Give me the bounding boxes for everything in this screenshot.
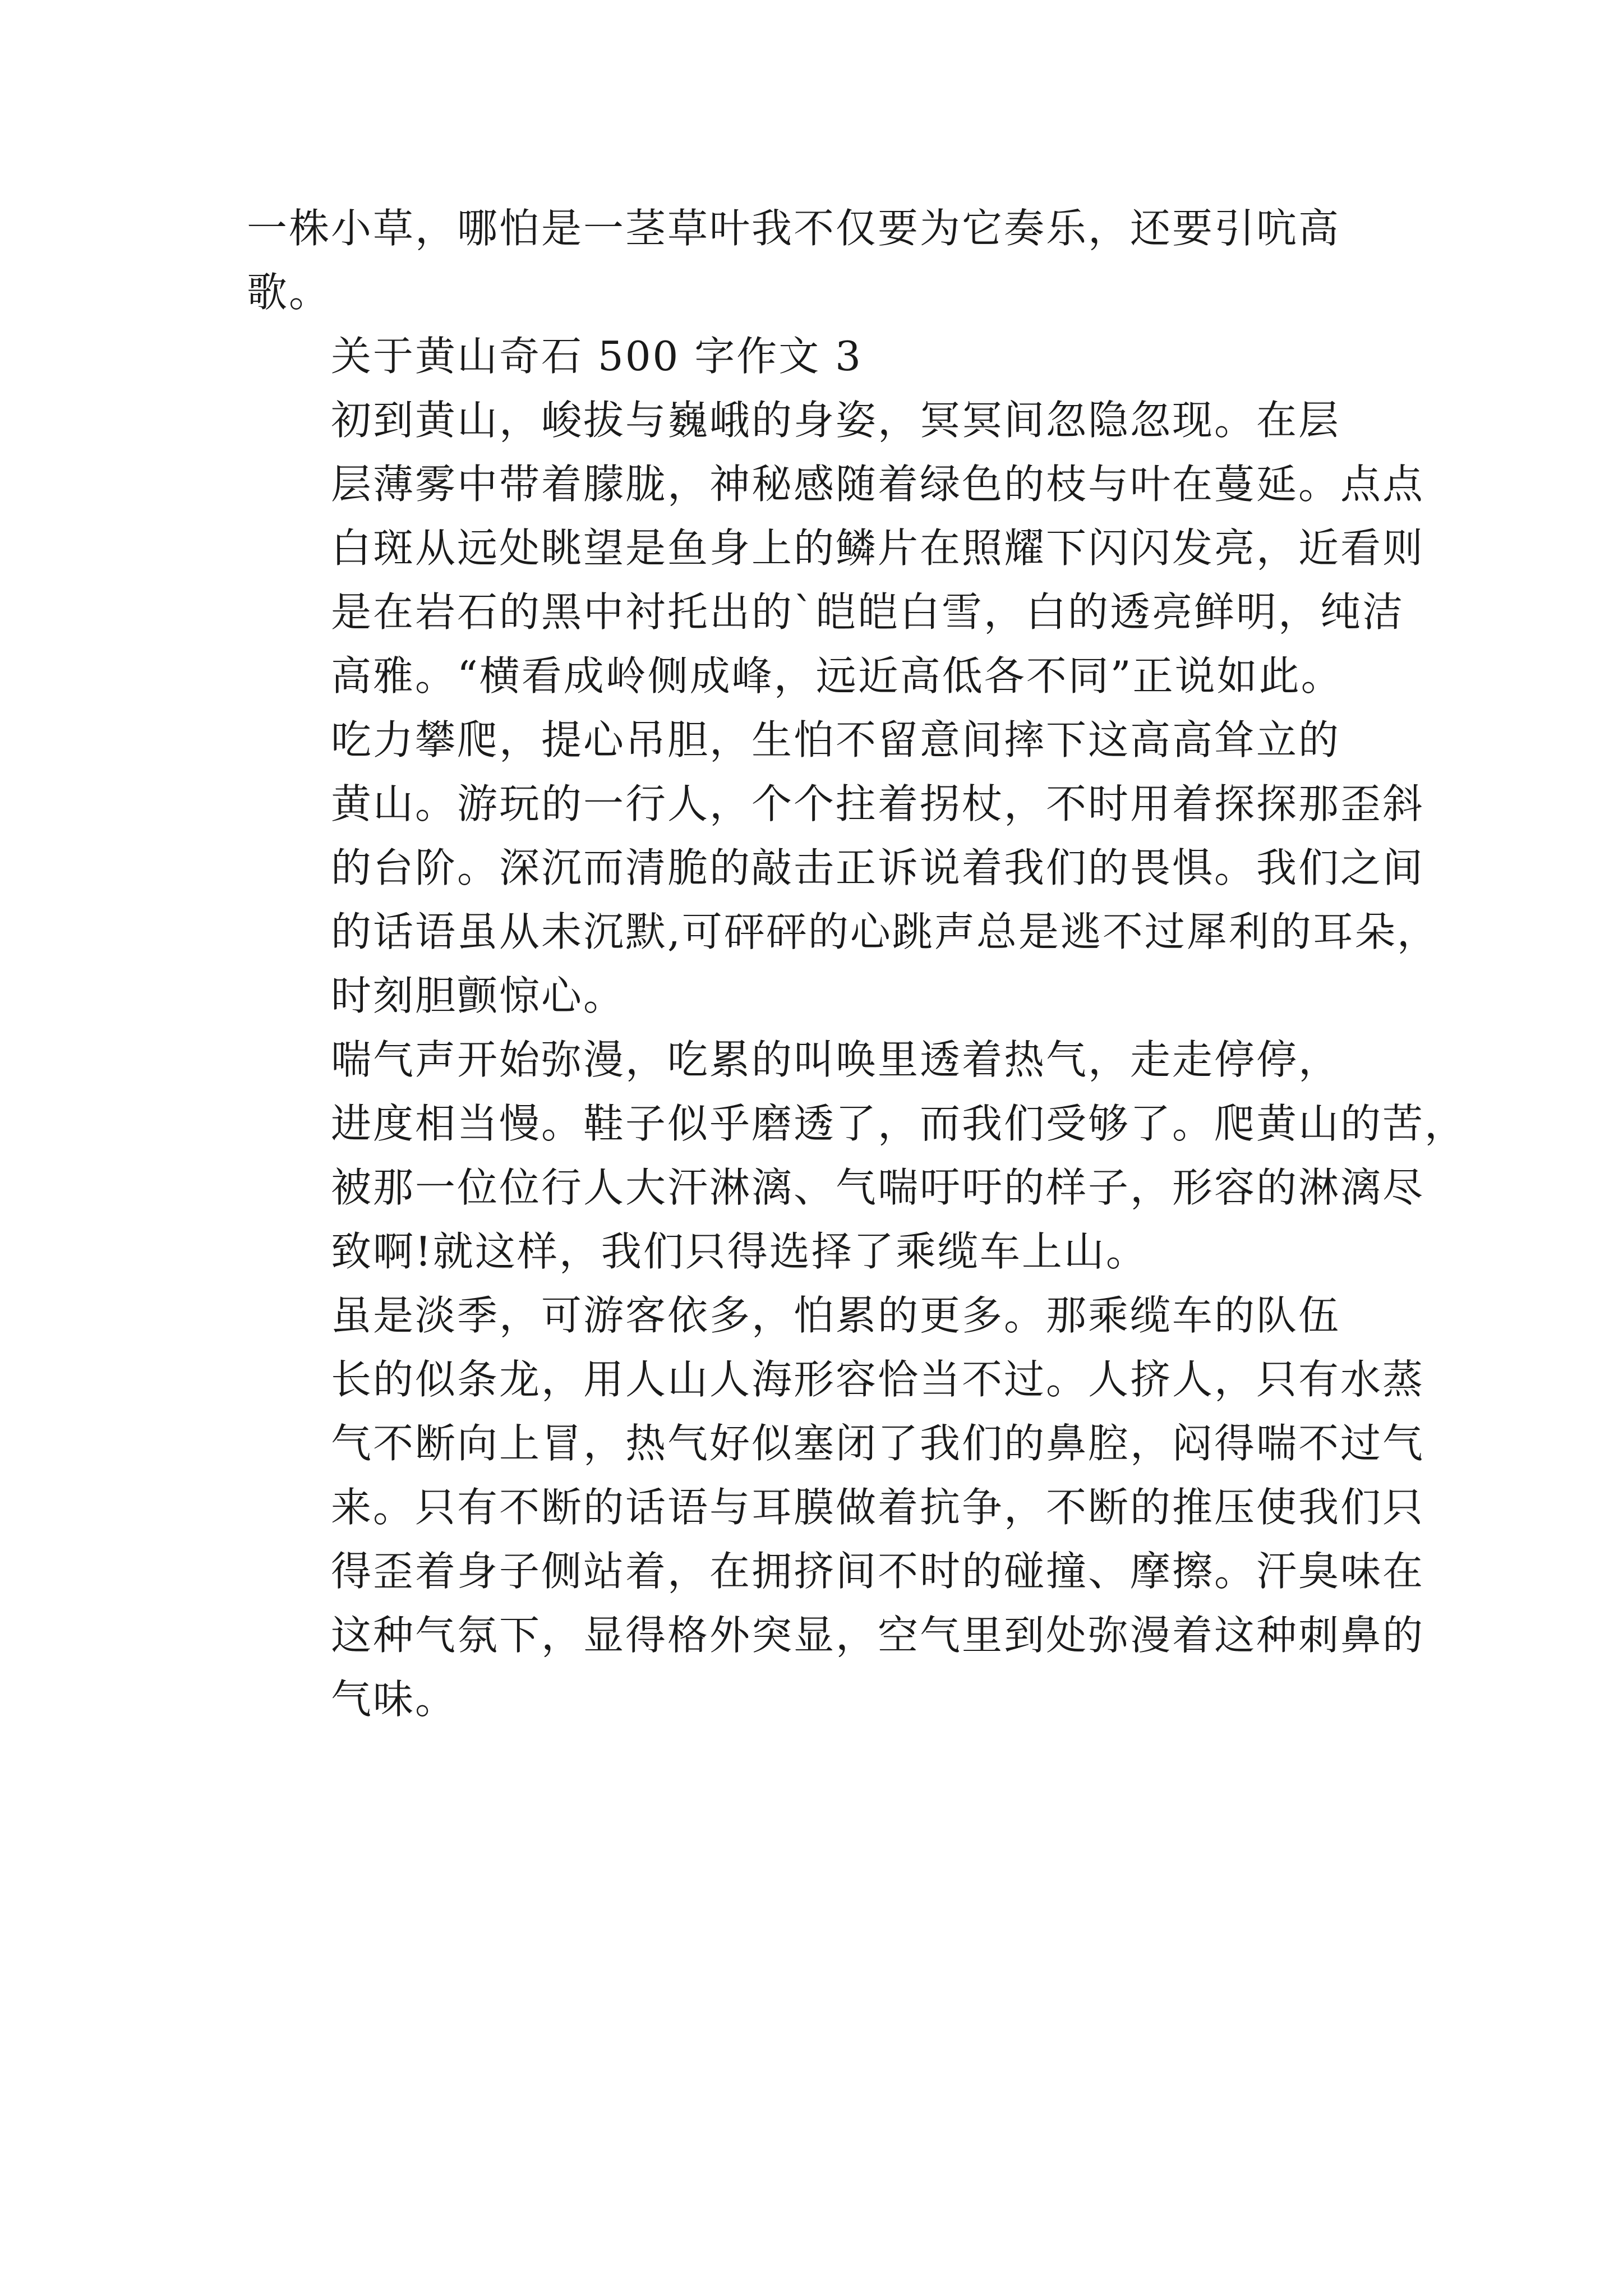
text-line: 这种气氛下，显得格外突显，空气里到处弥漫着这种刺鼻的 (331, 1612, 1425, 1659)
text-line: 时刻胆颤惊心。 (331, 972, 626, 1019)
text-line: 吃力攀爬，提心吊胆，生怕不留意间摔下这高高耸立的 (331, 716, 1341, 763)
continuation-paragraph (247, 196, 1385, 324)
text-line: 高雅。“横看成岭侧成峰，远近高低各不同”正说如此。 (331, 652, 1343, 700)
text-line: 长的似条龙，用人山人海形容恰当不过。人挤人，只有水蒸 (331, 1356, 1425, 1403)
text-line: 喘气声开始弥漫，吃累的叫唤里透着热气，走走停停， (331, 1036, 1341, 1083)
text-line: 层薄雾中带着朦胧，神秘感随着绿色的枝与叶在蔓延。点点 (331, 461, 1425, 508)
text-line: 致啊!就这样，我们只得选择了乘缆车上山。 (331, 1228, 1148, 1275)
paragraph-arrival (247, 388, 1425, 708)
paragraph-panting (247, 1028, 1467, 1283)
text-line: 白斑从远处眺望是鱼身上的鳞片在照耀下闪闪发亮，近看则 (331, 524, 1425, 572)
paragraph-cable-car-queue (247, 1283, 1425, 1731)
essay-title (247, 324, 1385, 388)
text-line: 得歪着身子侧站着，在拥挤间不时的碰撞、摩擦。汗臭味在 (331, 1548, 1425, 1595)
essay-title-text: 关于黄山奇石 500 字作文 3 (331, 333, 863, 380)
text-line: 一株小草，哪怕是一茎草叶我不仅要为它奏乐，还要引吭高 (247, 205, 1341, 252)
text-line: 初到黄山，峻拔与巍峨的身姿，冥冥间忽隐忽现。在层 (331, 397, 1341, 444)
text-line: 气不断向上冒，热气好似塞闭了我们的鼻腔，闷得喘不过气 (331, 1420, 1425, 1467)
text-line: 是在岩石的黑中衬托出的`皑皑白雪，白的透亮鲜明，纯洁 (331, 588, 1405, 636)
text-line: 黄山。游玩的一行人，个个拄着拐杖，不时用着探探那歪斜 (331, 780, 1425, 827)
text-line: 的台阶。深沉而清脆的敲击正诉说着我们的畏惧。我们之间 (331, 844, 1425, 891)
text-line: 进度相当慢。鞋子似乎磨透了，而我们受够了。爬黄山的苦， (331, 1100, 1467, 1147)
paragraph-climbing (247, 708, 1439, 1028)
text-line: 歌。 (247, 269, 331, 316)
text-line: 被那一位位行人大汗淋漓、气喘吁吁的样子，形容的淋漓尽 (331, 1164, 1425, 1211)
text-line: 虽是淡季，可游客依多，怕累的更多。那乘缆车的队伍 (331, 1292, 1341, 1339)
text-line: 气味。 (331, 1676, 458, 1723)
document-body (247, 196, 1467, 1731)
text-line: 的话语虽从未沉默,可砰砰的心跳声总是逃不过犀利的耳朵， (331, 908, 1439, 955)
text-line: 来。只有不断的话语与耳膜做着抗争，不断的推压使我们只 (331, 1484, 1425, 1531)
